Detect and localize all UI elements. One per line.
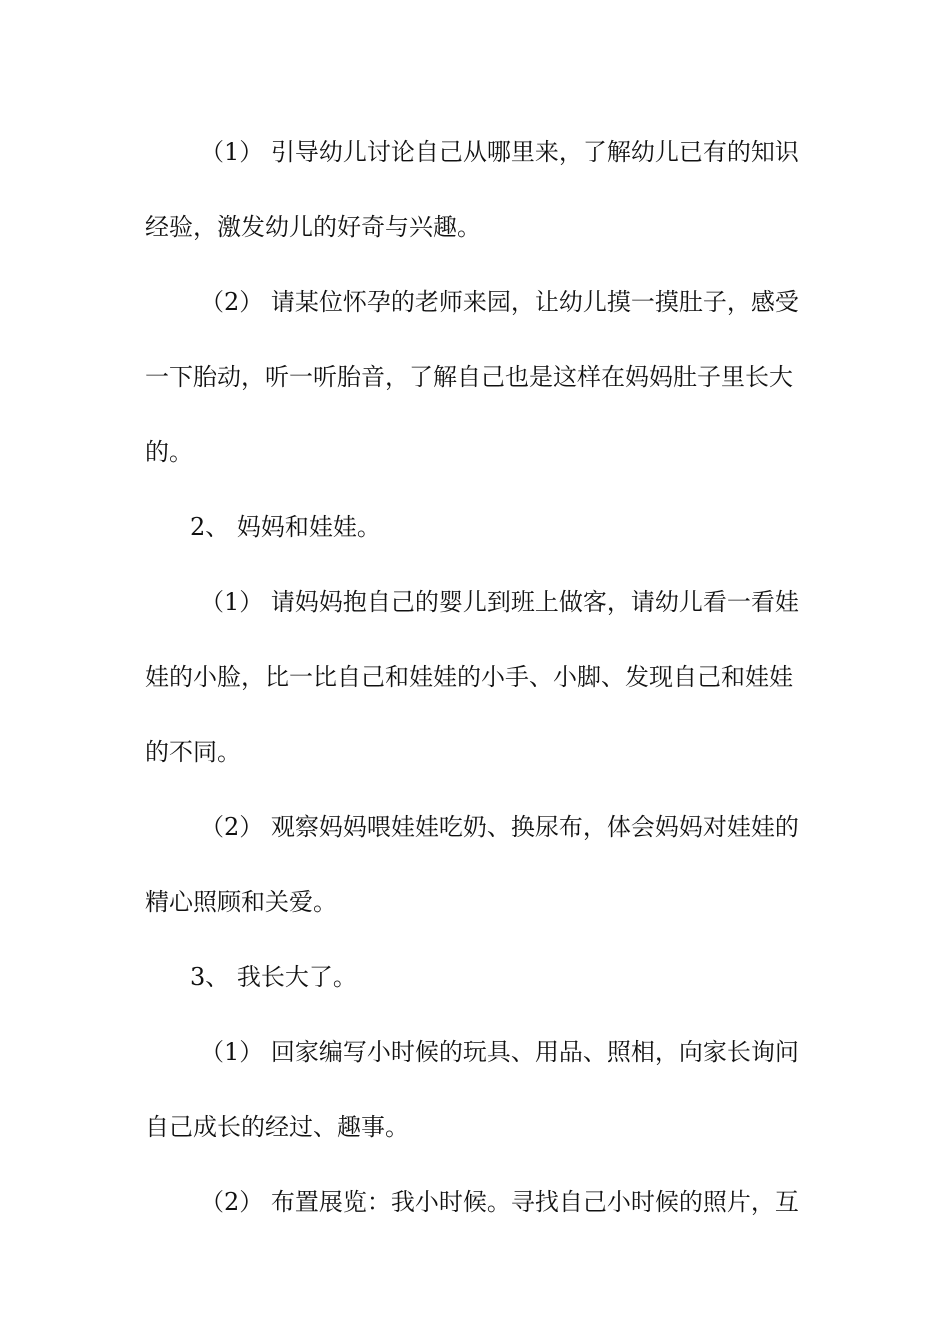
paragraph-line: （2） 观察妈妈喂娃娃吃奶、换尿布，体会妈妈对娃娃的	[200, 813, 799, 841]
paragraph-line: 的不同。	[145, 738, 241, 766]
paragraph-line: （1） 回家编写小时候的玩具、用品、照相，向家长询问	[200, 1038, 799, 1066]
paragraph-line: 经验，激发幼儿的好奇与兴趣。	[145, 213, 481, 241]
paragraph-line: （2） 布置展览：我小时候。寻找自己小时候的照片，互	[200, 1188, 799, 1216]
paragraph-line: 精心照顾和关爱。	[145, 888, 337, 916]
paragraph-line: （1） 请妈妈抱自己的婴儿到班上做客，请幼儿看一看娃	[200, 588, 799, 616]
section-heading: 3、 我长大了。	[190, 963, 357, 991]
paragraph-line: 自己成长的经过、趣事。	[145, 1113, 409, 1141]
paragraph-line: 的。	[145, 438, 193, 466]
paragraph-line: 娃的小脸，比一比自己和娃娃的小手、小脚、发现自己和娃娃	[145, 663, 793, 691]
paragraph-line: （2） 请某位怀孕的老师来园，让幼儿摸一摸肚子，感受	[200, 288, 799, 316]
paragraph-line: 一下胎动，听一听胎音，了解自己也是这样在妈妈肚子里长大	[145, 363, 793, 391]
section-heading: 2、 妈妈和娃娃。	[190, 513, 381, 541]
paragraph-line: （1） 引导幼儿讨论自己从哪里来，了解幼儿已有的知识	[200, 138, 799, 166]
